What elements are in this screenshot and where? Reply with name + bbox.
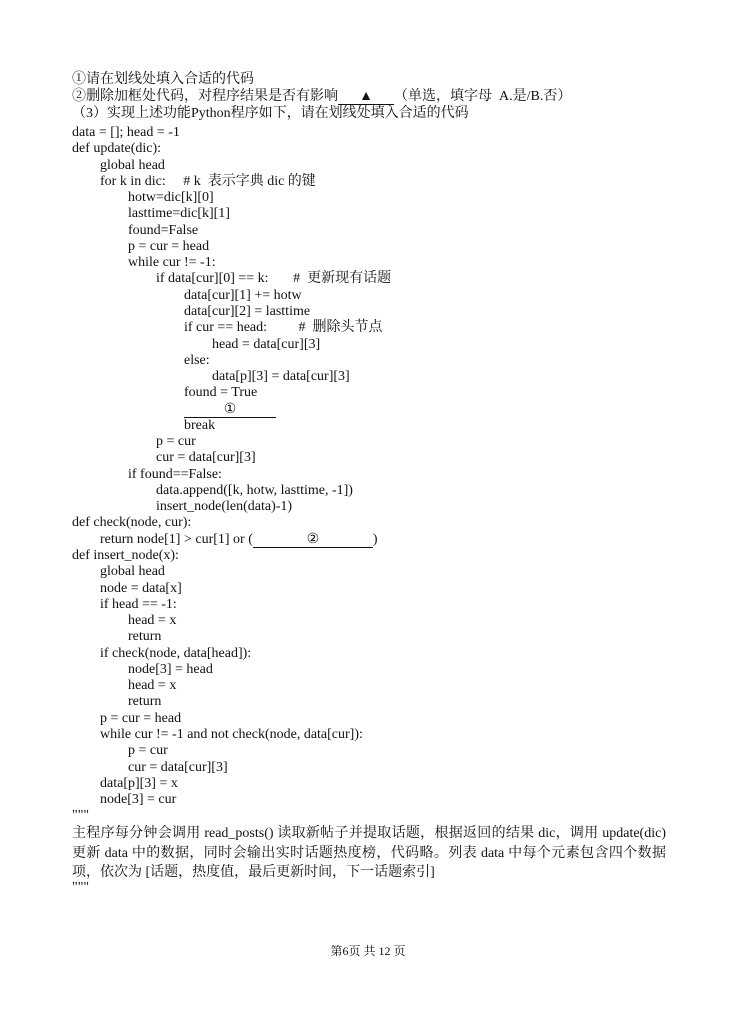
text-line [100, 564, 165, 580]
line-text: p = cur [156, 434, 196, 450]
text-line [100, 581, 182, 597]
line-text: found=False [128, 222, 199, 238]
line-text: global head [100, 157, 165, 173]
line-text: data.append([k, hotw, lasttime, -1]) [156, 482, 353, 498]
text-line [128, 223, 198, 239]
text-line [156, 499, 292, 515]
text-line [184, 304, 310, 320]
text-line [100, 727, 363, 743]
text-line [128, 694, 161, 710]
text-line [100, 711, 181, 727]
line-text: head = x [128, 678, 177, 694]
text-line [72, 106, 469, 122]
line-text: p = cur = head [100, 710, 182, 726]
line-text: lasttime=dic[k][1] [128, 206, 230, 222]
line-text: while cur != -1 and not check(node, data[cur]): [100, 726, 363, 742]
text-line [72, 141, 161, 157]
text-line [128, 613, 176, 629]
line-text: data = []; head = -1 [72, 125, 180, 140]
text-line [72, 72, 254, 88]
text-line [128, 190, 214, 206]
text-line [128, 467, 222, 483]
text-line [72, 548, 179, 564]
text-line [184, 320, 383, 336]
text-line [128, 239, 209, 255]
answer-blank: ① [184, 403, 276, 418]
line-text: node[3] = cur [100, 792, 177, 808]
line-text: head = data[cur][3] [212, 336, 321, 352]
line-text: node = data[x] [100, 580, 182, 596]
text-line [100, 158, 165, 174]
answer-blank: ② [253, 533, 373, 548]
text-line [156, 434, 196, 450]
line-text: hotw=dic[k][0] [128, 190, 214, 206]
line-text: def update(dic): [72, 141, 162, 157]
line-text: def check(node, cur): [72, 515, 192, 531]
text-line [128, 206, 230, 222]
line-text: return node[1] > cur[1] or ( [100, 531, 253, 547]
line-text: data[p][3] = x [100, 775, 178, 791]
line-text: data[cur][1] += hotw [184, 287, 302, 303]
line-text: break [184, 417, 216, 433]
text-line [128, 743, 168, 759]
line-text: found = True [184, 385, 258, 401]
line-text: if check(node, data[head]): [100, 645, 252, 661]
line-text: return [128, 629, 162, 645]
line-text-after: ) [372, 531, 378, 547]
line-text: if found==False: [128, 466, 222, 482]
text-line [212, 369, 350, 385]
line-text: if cur == head: # 删除头节点 [184, 320, 383, 336]
line-text: head = x [128, 613, 177, 629]
text-line [100, 174, 316, 190]
text-line [72, 808, 89, 824]
text-line [184, 385, 257, 401]
line-text: cur = data[cur][3] [128, 759, 228, 775]
line-text: if data[cur][0] == k: # 更新现有话题 [156, 271, 392, 287]
text-line [128, 662, 213, 678]
text-line [184, 288, 302, 304]
text-line [72, 515, 191, 531]
line-text: node[3] = head [128, 661, 213, 677]
line-text: def insert_node(x): [72, 548, 179, 564]
line-text: data[cur][2] = lasttime [184, 303, 311, 319]
text-line [100, 792, 176, 808]
text-line [184, 418, 215, 434]
text-line [156, 271, 391, 287]
text-line [100, 597, 177, 613]
line-text: """ [72, 808, 90, 824]
line-text: data[p][3] = data[cur][3] [212, 369, 350, 385]
text-line [184, 353, 210, 369]
text-line [184, 402, 276, 418]
text-line [100, 646, 251, 662]
text-line [128, 255, 216, 271]
text-line [128, 678, 176, 694]
line-text: global head [100, 564, 165, 580]
text-line [156, 483, 353, 499]
text-line [156, 450, 256, 466]
text-line [128, 629, 161, 645]
line-text: for k in dic: # k 表示字典 dic 的键 [100, 173, 316, 189]
line-text: ①请在划线处填入合适的代码 [72, 72, 254, 87]
text-line [128, 760, 228, 776]
closing-quotes: """ [72, 880, 90, 895]
page-footer: 第6页 共 12 页 [330, 944, 406, 958]
answer-blank: ▲ [338, 90, 394, 105]
line-text: cur = data[cur][3] [156, 450, 256, 466]
line-text: return [128, 694, 162, 710]
text-line [212, 337, 320, 353]
text-line [100, 532, 378, 548]
line-text: p = cur = head [128, 238, 210, 254]
line-text: if head == -1: [100, 596, 177, 612]
description-paragraph: 主程序每分钟会调用 read_posts() 读取新帖子并提取话题，根据返回的结果 dic，调用 update(dic) 更新 data 中的数据，同时会输出实时话题热度榜，代码略。列表 data 中每个元素包含四个数据项，依次为 [话题，热度值，最后更新时间，下一话题索引] [72, 826, 666, 880]
line-text: p = cur [128, 743, 168, 759]
line-text: while cur != -1: [128, 255, 216, 271]
text-line [72, 89, 571, 105]
text-line [72, 125, 180, 141]
text-line [100, 776, 178, 792]
line-text-after: （单选，填字母 A.是/B.否） [394, 89, 572, 104]
line-text: ②删除加框处代码，对程序结果是否有影响 [72, 89, 338, 104]
line-text: （3）实现上述功能Python程序如下，请在划线处填入合适的代码 [72, 106, 469, 121]
line-text: insert_node(len(data)-1) [156, 499, 293, 515]
line-text: else: [184, 352, 210, 368]
